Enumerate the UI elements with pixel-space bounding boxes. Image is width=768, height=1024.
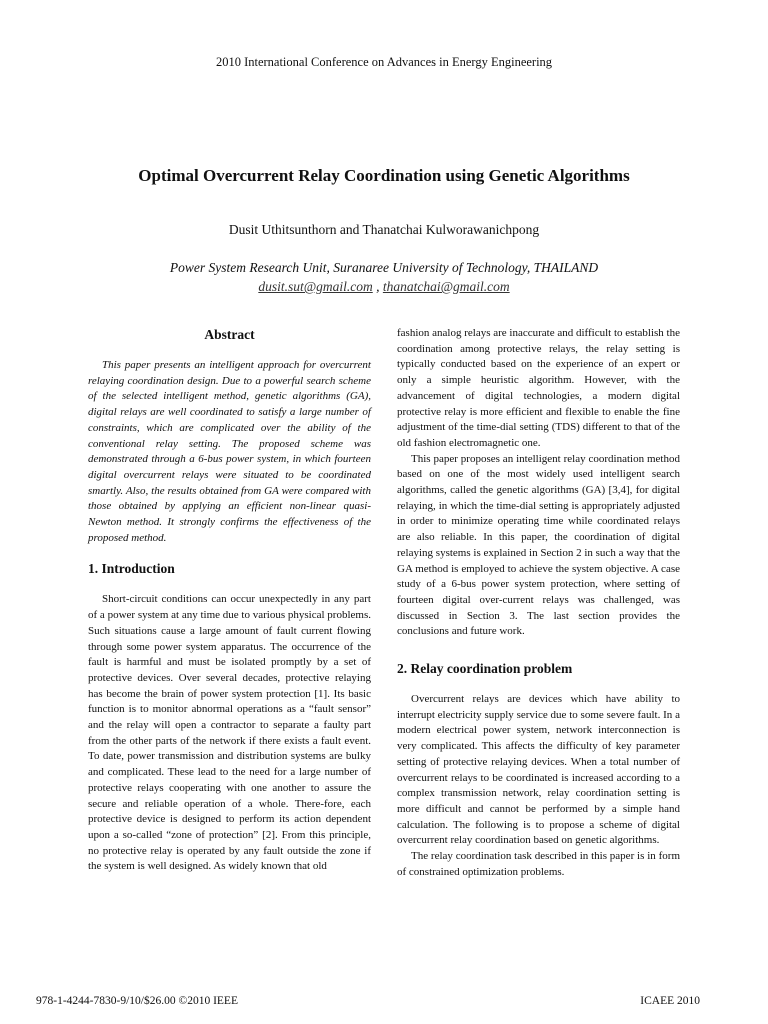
left-column <box>88 326 371 875</box>
intro-paragraph-1-continued: fashion analog relays are inaccurate and difficult to establish the coordination among protective relays, the relay setting is typically conducted based on the experience of an expert or only a simple heuristic algorithm. However, with the advancement of digital technologies, a modern digital protective relay is more efficient and flexible to enable the fine adjustment of the time-dial setting (TDS) different to that of the old fashion electromagnetic one. <box>397 327 680 449</box>
email-link-2[interactable]: thanatchai@gmail.com <box>382 279 510 294</box>
footer-isbn: 978-1-4244-7830-9/10/$26.00 ©2010 IEEE <box>36 995 238 1007</box>
affiliation-block <box>0 258 768 296</box>
email-separator: , <box>372 279 383 294</box>
introduction-heading: 1. Introduction <box>88 561 175 577</box>
paper-authors: Dusit Uthitsunthorn and Thanatchai Kulworawanichpong <box>228 222 540 237</box>
abstract-text: This paper presents an intelligent approach for overcurrent relaying coordination design. Due to a powerful search scheme of the selected intelligent method, genetic algorithms (GA), digital relays are well coordinated to satisfy a large number of constraints, which are complicated over the ability of the conventional relay setting. The proposed scheme was demonstrated through a 6-bus power system, in which fourteen digital overcurrent relays were situated to be coordinated smartly. Also, the results obtained from GA were compared with those obtained by applying an efficient non-linear quasi-Newton method. It strongly confirms the effectiveness of the proposed method. <box>88 359 371 544</box>
section-2-heading: 2. Relay coordination problem <box>397 661 573 677</box>
intro-paragraph-2: This paper proposes an intelligent relay coordination method based on one of the most widely used intelligent search algorithms, called the genetic algorithms (GA) [3,4], for digital relaying, in which the time-dial setting is appropriately adjusted in order to minimize operating time while coordinated relays are also reliable. In this paper, the coordination of digital relaying systems is explained in Section 2 in such a way that the GA method is employed to achieve the system objective. A case study of a 6-bus power system protection, where setting of fourteen digital over-current relays was challenged, was discussed in Section 3. The last section provides the conclusions and future work. <box>397 452 680 638</box>
author-emails <box>0 277 768 296</box>
paper-title: Optimal Overcurrent Relay Coordination using Genetic Algorithms <box>138 166 630 185</box>
section-2-paragraph-1: Overcurrent relays are devices which have ability to interrupt electricity supply service due to some severe fault. In a modern electrical power system, network interconnection is very complicated. This affects the difficulty of key parameter setting of protective relaying devices. When a total number of overcurrent relays to be coordinated is increased according to a complex transmission network, relay coordination setting is more difficult and cannot be performed by a simple hand calculation. The following is to propose a scheme of digital overcurrent relay coordination based on genetic algorithms. <box>397 693 680 847</box>
email-link-1[interactable]: dusit.sut@gmail.com <box>258 279 373 294</box>
section-2-paragraph-2: The relay coordination task described in this paper is in form of constrained optimization problems. <box>397 850 680 878</box>
conference-header: 2010 International Conference on Advances in Energy Engineering <box>215 55 553 69</box>
affiliation: Power System Research Unit, Suranaree University of Technology, THAILAND <box>169 260 599 275</box>
right-column <box>397 326 680 881</box>
intro-paragraph-1: Short-circuit conditions can occur unexpectedly in any part of a power system at any time due to various physical problems. Such situations cause a large amount of fault current flowing through some power system apparatus. The occurrence of the fault is harmful and must be isolated promptly by a set of protective devices. Over several decades, protective relaying has become the brain of power system protection [1]. Its basic function is to monitor abnormal operations as a “fault sensor” and the relay will open a contractor to separate a faulty part from the other parts of the network if there exists a fault event. To date, power transmission and distribution systems are bulky and complicated. These lead to the need for a large number of protective relays cooperating with one another to assure the secure and reliable operation of a whole. There-fore, each protective device is designed to perform its action dependent upon a so-called “zone of protection” [2]. From this principle, no protective relay is operated by any fault outside the zone if the system is well designed. As widely known that old <box>88 593 371 873</box>
abstract-heading: Abstract <box>204 327 255 342</box>
footer-conference-code: ICAEE 2010 <box>640 995 700 1007</box>
